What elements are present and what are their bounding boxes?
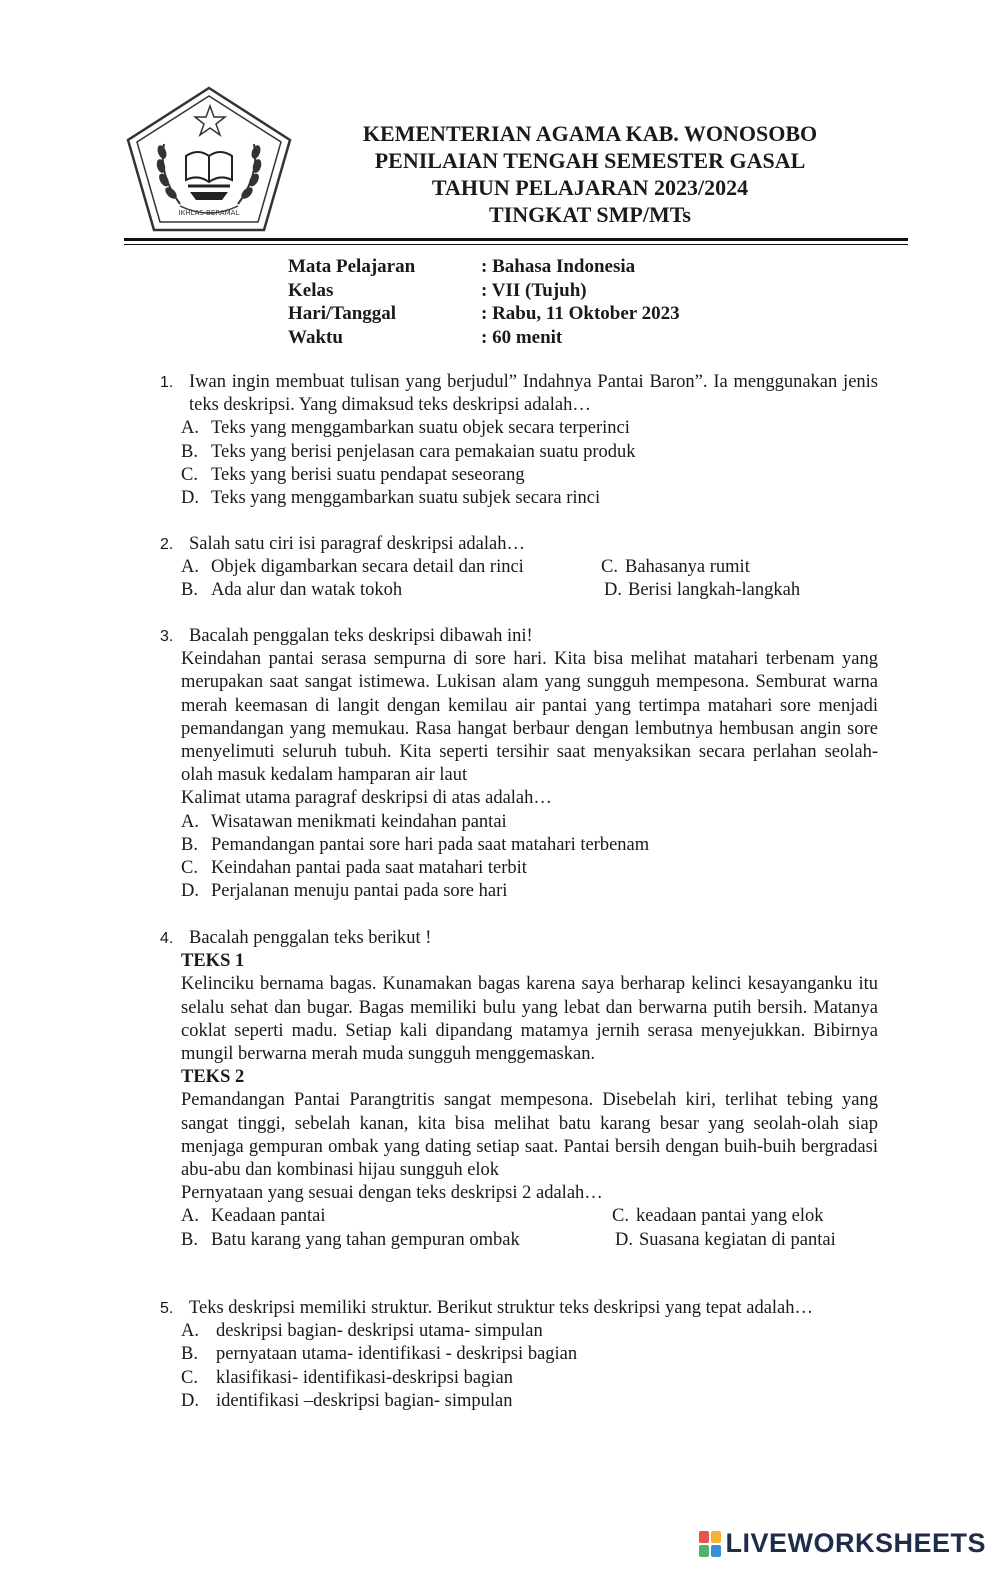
option-b[interactable]: B. Batu karang yang tahan gempuran ombak (181, 1229, 520, 1250)
question-5 (160, 1297, 878, 1413)
option-a[interactable]: A. Objek digambarkan secara detail dan rinci (181, 557, 524, 578)
info-row (288, 302, 680, 326)
brand-square (711, 1545, 721, 1557)
info-label: Mata Pelajaran (288, 256, 416, 277)
kemenag-logo (124, 84, 294, 234)
option-c[interactable]: C. Bahasanya rumit (601, 557, 750, 578)
question-2 (160, 533, 878, 603)
header-school-year: TAHUN PELAJARAN 2023/2024 (431, 175, 749, 200)
info-value: : 60 menit (481, 326, 563, 348)
question-prompt: Pernyataan yang sesuai dengan teks deskripsi 2 adalah… (181, 1183, 603, 1204)
option-b[interactable]: B. Ada alur dan watak tokoh (181, 580, 403, 601)
option-d[interactable]: D. Teks yang menggambarkan suatu subjek secara rinci (181, 488, 601, 509)
option-b[interactable]: B. pernyataan utama- identifikasi - deskripsi bagian (181, 1344, 578, 1365)
question-number: 3. (160, 628, 174, 645)
question-number: 5. (160, 1300, 174, 1317)
question-prompt: Kalimat utama paragraf deskripsi di atas adalah… (181, 788, 552, 809)
question-number: 1. (160, 374, 174, 391)
info-label: Hari/Tanggal (288, 303, 397, 324)
info-label: Waktu (288, 326, 343, 348)
brand-square (699, 1545, 709, 1557)
option-d[interactable]: D. identifikasi –deskripsi bagian- simpulan (181, 1390, 513, 1411)
option-d[interactable]: D. Suasana kegiatan di pantai (615, 1229, 836, 1250)
question-number: 2. (160, 536, 174, 553)
header-level: TINGKAT SMP/MTs (489, 202, 691, 227)
option-b[interactable]: B. Pemandangan pantai sore hari pada saat matahari terbenam (181, 834, 650, 855)
info-row (288, 326, 680, 350)
exam-header (300, 120, 880, 228)
question-stem: Iwan ingin membuat tulisan yang berjudul” Indahnya Pantai Baron”. Ia menggunakan jenis teks deskripsi. Yang dimaksud teks deskripsi adalah… (189, 372, 878, 416)
question-stem: Bacalah penggalan teks berikut ! (189, 928, 432, 948)
question-stem: Bacalah penggalan teks deskripsi dibawah ini! (189, 626, 533, 646)
teks-1-passage: Kelinciku bernama bagas. Kunamakan bagas karena saya berharap kelinci kesayanganku itu selalu sehat dan bugar. Bagas memiliki bulu yang lebat dan berwarna putih bersih. Matanya coklat seperti madu. Setiap kali dipandang matamya jernih serasa menyejukkan. Bibirnya mungil berwarna merah muda sungguh menggemaskan. (181, 974, 878, 1065)
header-exam-name: PENILAIAN TENGAH SEMESTER GASAL (374, 148, 806, 173)
info-row (288, 279, 680, 303)
reading-passage: Keindahan pantai serasa sempurna di sore hari. Kita bisa melihat matahari terbenam yang merupakan saat sangat istimewa. Lukisan alam yang sungguh mempesona. Semburat warna merah keemasan di langit dengan kemilau air pantai yang tertimpa matahari sore menjadi pemandangan yang memukau. Rasa hangat berbaur dengan lembutnya hembusan angin sore menyelimuti seluruh tubuh. Kita seperti tersihir saat menyaksikan secara perlahan seolah- olah masuk kedalam hamparan air laut (181, 649, 878, 786)
liveworksheets-logo[interactable] (699, 1528, 986, 1559)
teks-1-title: TEKS 1 (181, 951, 245, 972)
option-b[interactable]: B. Teks yang berisi penjelasan cara pemakaian suatu produk (181, 441, 636, 462)
option-c[interactable]: C. Teks yang berisi suatu pendapat seseorang (181, 464, 525, 485)
option-a[interactable]: A. Keadaan pantai (181, 1206, 326, 1227)
exam-info (288, 255, 680, 349)
option-a[interactable]: A. Teks yang menggambarkan suatu objek secara terperinci (181, 418, 630, 439)
question-3 (160, 625, 878, 903)
info-value: : VII (Tujuh) (481, 279, 587, 301)
question-4 (160, 927, 878, 1252)
brand-square (699, 1531, 709, 1543)
info-value: : Rabu, 11 Oktober 2023 (481, 303, 680, 324)
option-c[interactable]: C. keadaan pantai yang elok (612, 1206, 824, 1227)
option-a[interactable]: A. deskripsi bagian- deskripsi utama- simpulan (181, 1321, 543, 1342)
info-row (288, 255, 680, 279)
info-label: Kelas (288, 279, 334, 301)
header-divider-thin (124, 244, 908, 245)
question-stem: Salah satu ciri isi paragraf deskripsi adalah… (189, 534, 525, 554)
header-ministry: KEMENTERIAN AGAMA KAB. WONOSOBO (362, 121, 818, 146)
brand-square (711, 1531, 721, 1543)
liveworksheets-icon (699, 1531, 721, 1557)
question-1 (160, 371, 878, 510)
option-d[interactable]: D. Berisi langkah-langkah (604, 580, 801, 601)
question-number: 4. (160, 930, 174, 947)
logo-motto: IKHLAS BERAMAL (178, 209, 240, 217)
option-a[interactable]: A. Wisatawan menikmati keindahan pantai (181, 811, 507, 832)
question-stem: Teks deskripsi memiliki struktur. Berikut struktur teks deskripsi yang tepat adalah… (189, 1298, 814, 1318)
teks-2-passage: Pemandangan Pantai Parangtritis sangat mempesona. Disebelah kiri, terlihat tebing yang sangat tinggi, sebelah kanan, kita bisa melihat batu karang besar yang seolah-olah siap menjaga gempuran ombak yang dating setiap saat. Pantai bersih dengan buih-buih bergradasi abu-abu dan kombinasi hijau sungguh elok (181, 1090, 878, 1181)
header-divider-thick (124, 238, 908, 241)
teks-2-title: TEKS 2 (181, 1067, 245, 1088)
option-c[interactable]: C. klasifikasi- identifikasi-deskripsi bagian (181, 1367, 513, 1388)
brand-text: LIVEWORKSHEETS (725, 1528, 986, 1558)
info-value: : Bahasa Indonesia (481, 256, 636, 277)
option-d[interactable]: D. Perjalanan menuju pantai pada sore hari (181, 881, 508, 902)
option-c[interactable]: C. Keindahan pantai pada saat matahari terbit (181, 858, 527, 879)
